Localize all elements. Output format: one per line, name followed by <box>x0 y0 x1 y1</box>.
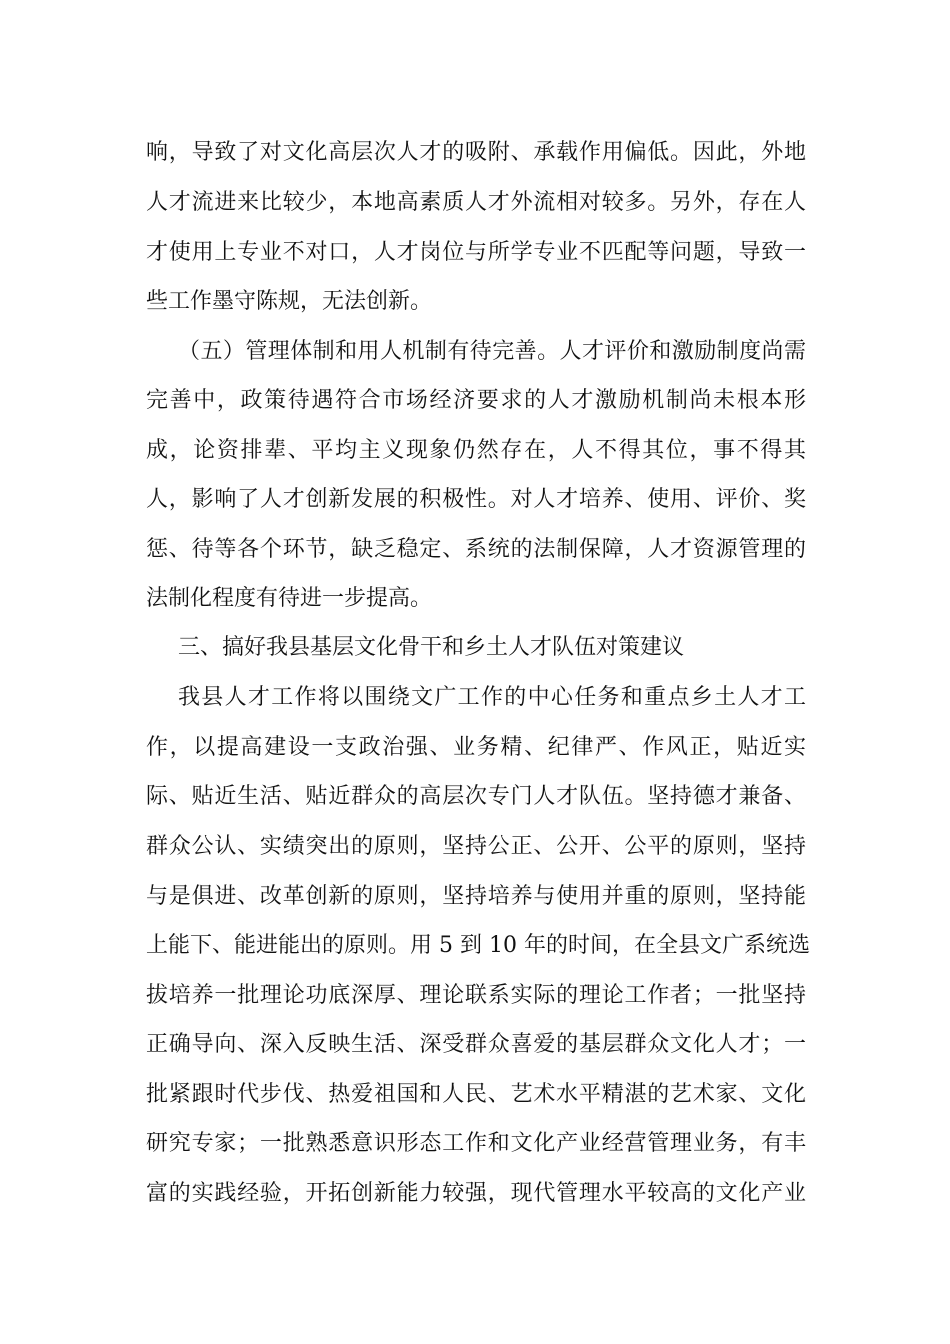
paragraph-3-line-5: 与是俱进、改革创新的原则，坚持培养与使用并重的原则，坚持能 <box>146 884 806 909</box>
paragraph-3-line-6: 上能下、能进能出的原则。用 5 到 10 年的时间，在全县文广系统选 <box>146 933 810 958</box>
paragraph-1-line-1: 响，导致了对文化高层次人才的吸附、承载作用偏低。因此，外地 <box>146 140 806 165</box>
paragraph-2-line-2: 完善中，政策待遇符合市场经济要求的人才激励机制尚未根本形 <box>146 388 806 413</box>
paragraph-3-line-1: 我县人才工作将以围绕文广工作的中心任务和重点乡土人才工 <box>178 685 806 710</box>
paragraph-2-line-5: 惩、待等各个环节，缺乏稳定、系统的法制保障，人才资源管理的 <box>146 537 806 562</box>
paragraph-3-line-2: 作，以提高建设一支政治强、业务精、纪律严、作风正，贴近实 <box>146 735 806 760</box>
paragraph-2-line-6: 法制化程度有待进一步提高。 <box>146 586 433 611</box>
paragraph-3-line-7: 拔培养一批理论功底深厚、理论联系实际的理论工作者；一批坚持 <box>146 983 806 1008</box>
paragraph-3-line-3: 际、贴近生活、贴近群众的高层次专门人才队伍。坚持德才兼备、 <box>146 784 806 809</box>
paragraph-1-line-3: 才使用上专业不对口，人才岗位与所学专业不匹配等问题，导致一 <box>146 240 806 265</box>
paragraph-3-line-8: 正确导向、深入反映生活、深受群众喜爱的基层群众文化人才；一 <box>146 1032 806 1057</box>
paragraph-3-line-9: 批紧跟时代步伐、热爱祖国和人民、艺术水平精湛的艺术家、文化 <box>146 1082 806 1107</box>
paragraph-1-line-4: 些工作墨守陈规，无法创新。 <box>146 289 433 314</box>
section-heading: 三、搞好我县基层文化骨干和乡土人才队伍对策建议 <box>178 635 685 660</box>
paragraph-1-line-2: 人才流进来比较少，本地高素质人才外流相对较多。另外，存在人 <box>146 190 806 215</box>
paragraph-3-line-11: 富的实践经验，开拓创新能力较强，现代管理水平较高的文化产业 <box>146 1181 806 1206</box>
paragraph-2-line-3: 成，论资排辈、平均主义现象仍然存在，人不得其位，事不得其 <box>146 438 806 463</box>
paragraph-3-line-10: 研究专家；一批熟悉意识形态工作和文化产业经营管理业务，有丰 <box>146 1131 806 1156</box>
paragraph-3-line-4: 群众公认、实绩突出的原则，坚持公正、公开、公平的原则，坚持 <box>146 834 806 859</box>
paragraph-2-line-1: （五）管理体制和用人机制有待完善。人才评价和激励制度尚需 <box>178 339 806 364</box>
paragraph-2-line-4: 人，影响了人才创新发展的积极性。对人才培养、使用、评价、奖 <box>146 487 806 512</box>
